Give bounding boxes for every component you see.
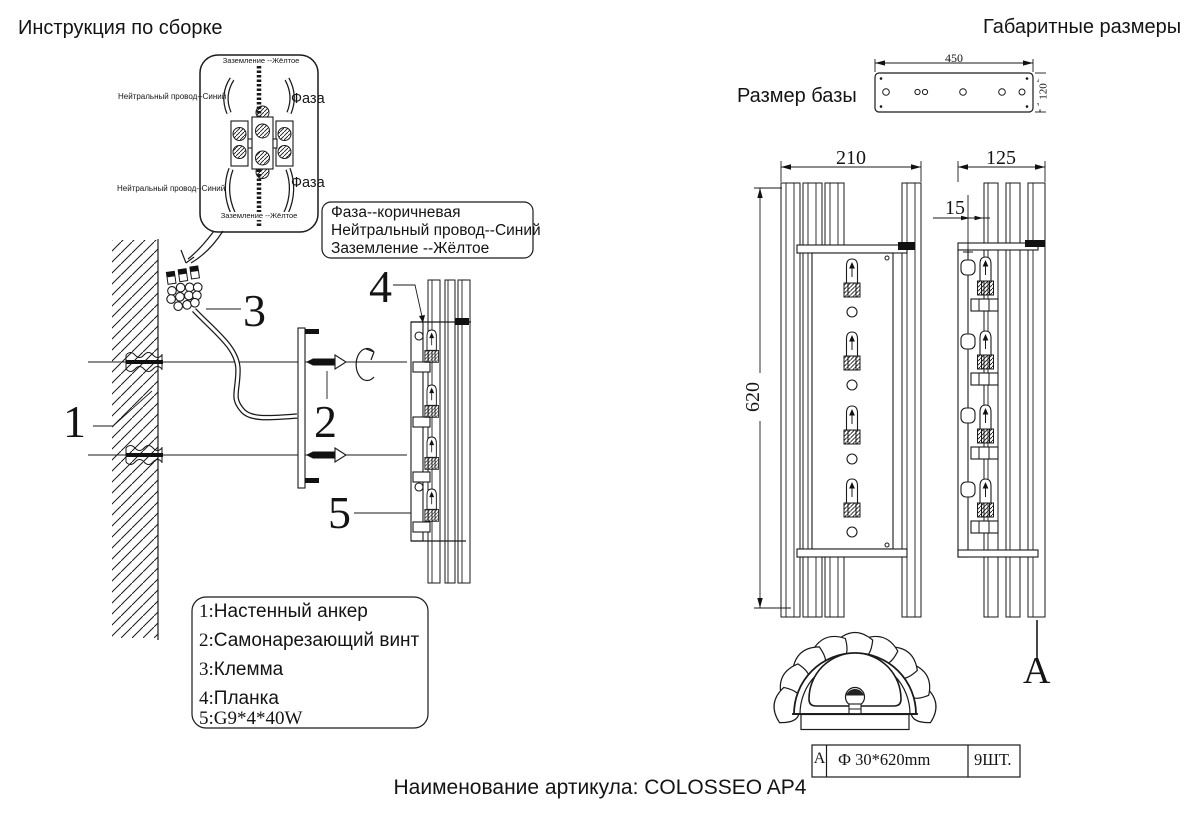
parts-item-2-num: 2:: [199, 630, 214, 651]
article-caption: Наименование артикула: COLOSSEO AP4: [393, 776, 807, 799]
parts-item-2-label: Самонарезающий винт: [213, 630, 420, 651]
callout-3: 3: [243, 285, 266, 336]
screw-top: [306, 355, 346, 369]
screw-bottom: [306, 448, 346, 462]
parts-item-2: [199, 631, 419, 651]
parts-item-5-num: 5:: [199, 708, 214, 729]
label-neutral-upper: Нейтральный провод--Синий: [118, 92, 227, 101]
mounting-bar: [797, 245, 907, 253]
parts-item-3: [199, 660, 283, 680]
page-title-right: Габаритные размеры: [983, 16, 1182, 38]
callout-2: 2: [314, 396, 337, 447]
parts-item-1: [199, 602, 368, 622]
wall-section: [112, 239, 158, 640]
parts-item-3-num: 3:: [199, 659, 214, 680]
fixture-instruction-view: [411, 280, 471, 583]
label-ground-bottom: Заземление --Жёлтое: [213, 212, 305, 220]
table-qty: 9ШТ.: [974, 750, 1012, 769]
label-neutral-lower: Нейтральный провод--Синий: [117, 184, 226, 193]
label-phase-lower: Фаза: [291, 175, 325, 191]
fixture-backplate: [411, 322, 423, 541]
dim-back-offset: 15: [945, 197, 965, 219]
backplate-side: [958, 250, 968, 557]
label-phase-upper: Фаза: [291, 91, 325, 107]
table-mark: A: [813, 750, 826, 767]
g9-bulb: [425, 385, 439, 417]
legend-line-neutral: Нейтральный провод--Синий: [331, 222, 541, 239]
parts-item-3-label: Клемма: [213, 659, 284, 680]
parts-item-5-label: G9*4*40W: [213, 708, 303, 729]
callout-1: 1: [63, 396, 86, 447]
parts-item-1-num: 1:: [199, 601, 214, 622]
bubble-arrow: [181, 250, 194, 263]
label-ground-top: Заземление --Жёлтое: [215, 57, 307, 65]
base-plate-view: [875, 59, 1046, 112]
g9-bulb: [425, 437, 439, 469]
legend-line-phase: Фаза--коричневая: [331, 204, 461, 221]
section-label: A: [1023, 650, 1051, 692]
base-size-label: Размер базы: [737, 85, 857, 107]
dim-base-height: 120: [1039, 74, 1050, 110]
table-size: Ф 30*620mm: [838, 750, 931, 769]
callout-5: 5: [328, 487, 351, 538]
dim-front-width: 210: [836, 147, 866, 169]
dim-height: 620: [743, 373, 763, 421]
callout-4: 4: [369, 261, 392, 312]
g9-bulb: [425, 330, 439, 362]
parts-item-4: [199, 689, 279, 709]
side-view: [933, 161, 1045, 617]
page-title-left: Инструкция по сборке: [18, 17, 223, 39]
g9-bulb: [425, 489, 439, 521]
terminal-connector: [163, 266, 205, 312]
parts-item-5: [199, 709, 302, 729]
dim-base-width: 450: [945, 51, 963, 65]
front-view: [754, 161, 921, 617]
bottom-section-view: [774, 633, 936, 730]
legend-line-ground: Заземление --Жёлтое: [331, 240, 490, 257]
dim-side-width: 125: [986, 147, 1016, 169]
rotation-arrow: [356, 349, 374, 381]
parts-item-4-num: 4:: [199, 688, 214, 709]
base-edge: [801, 715, 909, 730]
wall-hatch: [112, 240, 158, 638]
wiring-bubble: [181, 55, 318, 263]
parts-item-4-label: Планка: [213, 688, 279, 709]
parts-item-1-label: Настенный анкер: [213, 601, 368, 622]
